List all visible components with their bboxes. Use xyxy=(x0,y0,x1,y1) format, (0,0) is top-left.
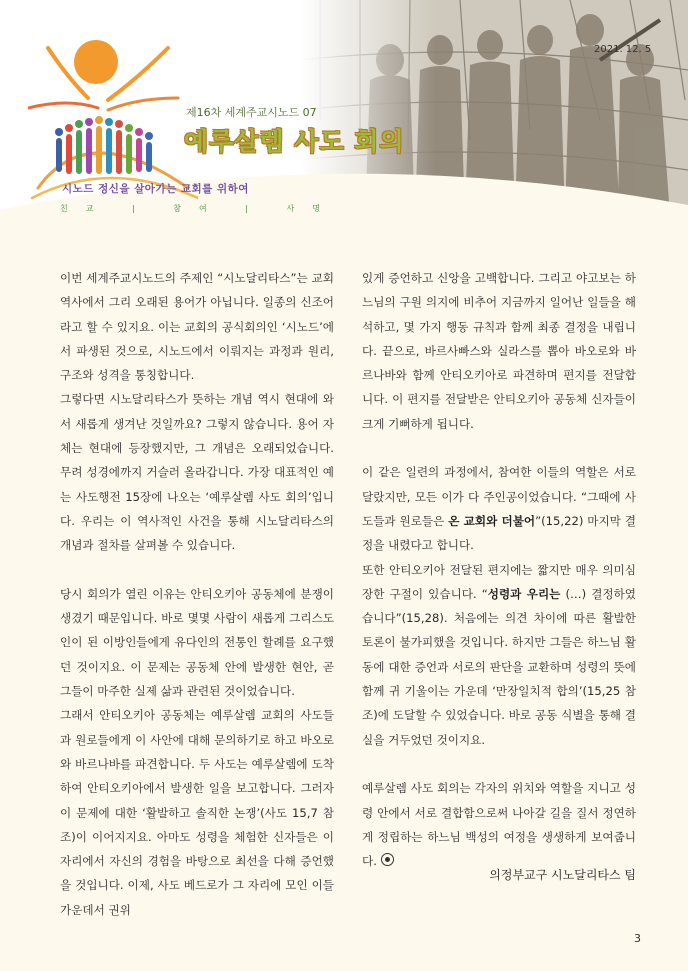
text-run: (…) 결정하였습니다”(15,28). 처음에는 의견 차이에 따른 활발한 토론이 불가피했을 것입니다. 하지만 그들은 하느님 활동에 대한 증언과 서로의 판단을 교환하며 성령의 뜻에 함께 귀 기울이는 가운데 ‘만장일치적 합의’(15,25 참조)에 도달할 수 있었습니다. 바로 공동 식별을 통해 결실을 거두었던 것이지요. xyxy=(362,586,637,747)
paragraph: 그렇다면 시노달리타스가 뜻하는 개념 역시 현대에 와서 새롭게 생겨난 것일까요? 그렇지 않습니다. 용어 자체는 현대에 등장했지만, 그 개념은 오래되었습니다. 무려 성경에까지 거슬러 올라갑니다. 가장 대표적인 예는 사도행전 15장에 나오는 ‘예루살렘 사도 회의’입니다. 우리는 이 역사적인 사건을 통해 시노달리타스의 개념과 절차를 살펴볼 수 있습니다. xyxy=(60,392,334,553)
paragraph-gap xyxy=(362,436,636,460)
paragraph: 그래서 안티오키아 공동체는 예루살렘 교회의 사도들과 원로들에게 이 사안에 대해 문의하기로 하고 바오로와 바르나바를 파견합니다. 두 사도는 예루살렘에 도착하여 안티오키아에서 발생한 일을 보고합니다. 그러자 이 문제에 대한 ‘활발하고 솔직한 논쟁’(사도 15,7 참조)이 이어지지요. 아마도 성령을 체험한 신자들은 이 자리에서 자신의 경험을 바탕으로 최선을 다해 증언했을 것입니다. 이제, 사도 베드로가 그 자리에 모인 이들 가운데서 권위 xyxy=(60,708,334,917)
text-run: 또한 안티오키아 전달된 편지에는 짧지만 매우 의미심장한 구절이 있습니다. “ xyxy=(362,562,636,601)
paragraph-gap xyxy=(60,558,334,582)
signature: 의정부교구 시노달리타스 팀 xyxy=(489,868,636,882)
left-column xyxy=(60,266,334,922)
synod-logo-icon xyxy=(28,38,198,200)
text-run: ”(15,22) 마지막 결정을 내렸다고 합니다. xyxy=(362,513,636,553)
series-label: 제16차 세계주교시노드 07 xyxy=(186,106,317,119)
paragraph: 당시 회의가 열린 이유는 안티오키아 공동체에 분쟁이 생겼기 때문입니다. 바로 몇몇 사람이 새롭게 그리스도인이 된 이방인들에게 유다인의 전통인 할례를 요구했던 것이지요. 이 문제는 공동체 안에 발생한 현안, 곧 그들이 마주한 실제 삶과 관련된 것이었습니다. xyxy=(60,586,334,699)
paragraph: 있게 증언하고 신앙을 고백합니다. 그리고 야고보는 하느님의 구원 의지에 비추어 지금까지 일어난 일들을 해석하고, 몇 가지 행동 규칙과 함께 최종 결정을 내립니다. 끝으로, 바르사빠스와 실라스를 뽑아 바오로와 바르나바와 함께 안티오키아로 파견하며 편지를 전달합니다. 이 편지를 전달받은 안티오키아 공동체 신자들이 크게 기뻐하게 됩니다. xyxy=(362,271,636,431)
sub-tagline: 친교 | 참여 | 사명 xyxy=(60,204,338,213)
page-header xyxy=(0,0,688,240)
emphasis: 온 교회와 더불어 xyxy=(448,513,536,528)
issue-date: 2021. 12. 5 xyxy=(594,44,652,55)
text-run: 예루살렘 사도 회의는 각자의 위치와 역할을 지니고 성령 안에서 서로 결합함으로써 나아갈 길을 질서 정연하게 정립하는 하느님 백성의 여정을 생생하게 보여줍니다. xyxy=(362,781,636,869)
paragraph xyxy=(362,776,636,873)
page-title: 예루살렘 사도 회의 xyxy=(184,127,405,156)
paragraph: 이번 세계주교시노드의 주제인 “시노달리타스”는 교회 역사에서 그리 오래된 용어가 아닙니다. 일종의 신조어라고 할 수 있지요. 이는 교회의 공식회의인 ‘시노드’에서 파생된 것으로, 시노드에서 이뤄지는 과정과 원리, 구조와 성격을 통칭합니다. xyxy=(60,271,334,383)
emphasis: 성령과 우리는 xyxy=(487,586,561,601)
end-mark-icon xyxy=(381,853,394,866)
paragraph-gap xyxy=(362,752,636,776)
text-run: 이 같은 일련의 과정에서, 참여한 이들의 역할은 서로 달랐지만, 모든 이가 다 주인공이었습니다. “그때에 사도들과 원로들은 xyxy=(362,465,636,528)
page-number: 3 xyxy=(634,932,641,945)
paragraph xyxy=(362,558,636,752)
tagline: 시노드 정신을 살아가는 교회를 위하여 xyxy=(62,183,249,195)
right-column xyxy=(362,266,636,873)
paragraph xyxy=(362,460,636,557)
